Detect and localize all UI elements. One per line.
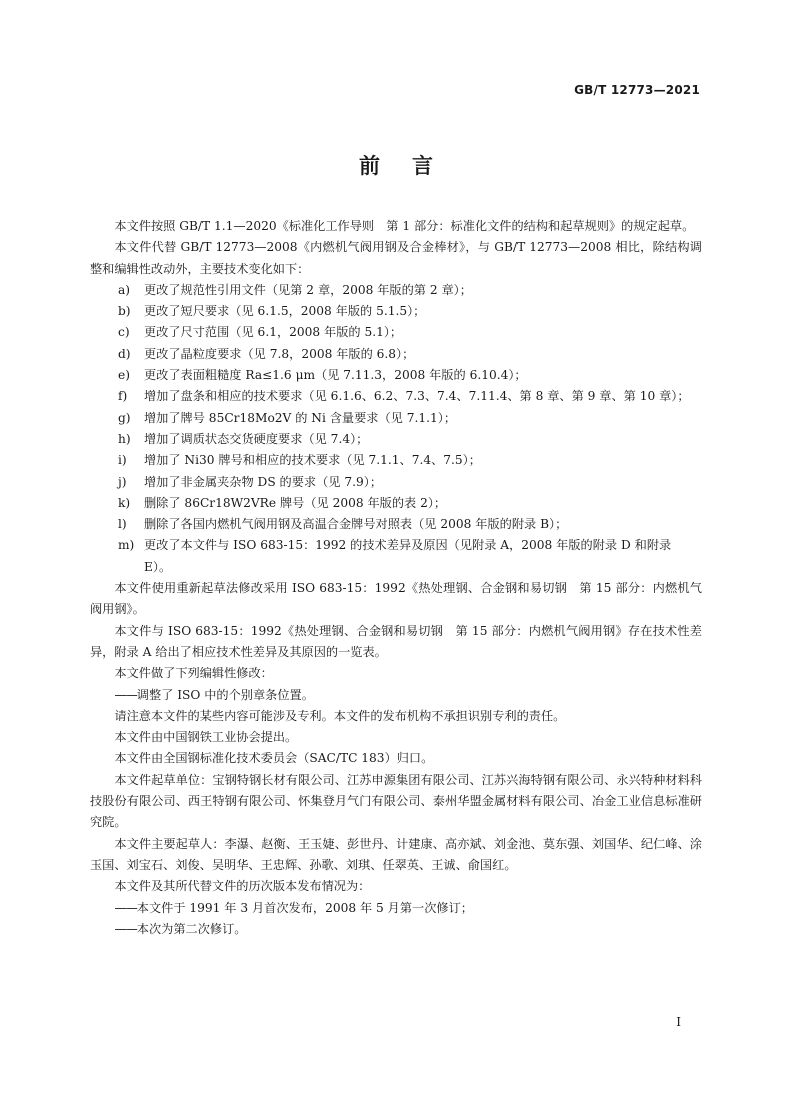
list-item-text: 更改了规范性引用文件（见第 2 章，2008 年版的第 2 章）； — [144, 282, 472, 297]
list-item — [90, 322, 702, 343]
list-marker: b) — [118, 304, 131, 319]
list-item-text: 更改了尺寸范围（见 6.1，2008 年版的 5.1）； — [144, 325, 403, 340]
list-item-text: 更改了晶粒度要求（见 7.8，2008 年版的 6.8）； — [144, 346, 415, 361]
list-item — [90, 301, 702, 322]
paragraph: 本文件按照 GB/T 1.1—2020《标准化工作导则 第 1 部分：标准化文件的结构和起草规则》的规定起草。 — [114, 219, 695, 233]
list-item — [90, 535, 702, 578]
list-item — [90, 386, 702, 407]
list-marker: e) — [118, 368, 130, 383]
list-item — [90, 514, 702, 535]
list-marker: i) — [118, 453, 127, 468]
list-item-text: 更改了表面粗糙度 Ra≤1.6 μm（见 7.11.3，2008 年版的 6.10.4）； — [144, 368, 527, 383]
list-marker: m) — [118, 538, 135, 553]
paragraph: 本文件与 ISO 683-15：1992《热处理钢、合金钢和易切钢 第 15 部分：内燃机气阀用钢》存在技术性差异，附录 A 给出了相应技术性差异及其原因的一览表。 — [90, 623, 702, 659]
paragraph: 本文件使用重新起草法修改采用 ISO 683-15：1992《热处理钢、合金钢和易切钢 第 15 部分：内燃机气阀用钢》。 — [90, 581, 702, 617]
standard-number: GB/T 12773—2021 — [574, 83, 700, 97]
dash-item-text: 本次为第二次修订。 — [136, 921, 247, 936]
list-item-text: 增加了牌号 85Cr18Mo2V 的 Ni 含量要求（见 7.1.1）； — [144, 410, 457, 425]
dash-item-text: 调整了 ISO 中的个别章条位置。 — [136, 687, 314, 702]
list-marker: l) — [118, 517, 127, 532]
list-item-text: 删除了 86Cr18W2VRe 牌号（见 2008 年版的表 2）； — [144, 495, 447, 510]
page-number: I — [676, 1015, 681, 1029]
list-item — [90, 280, 702, 301]
list-item-text: 更改了本文件与 ISO 683-15：1992 的技术差异及原因（见附录 A，2008 年版的附录 D 和附录 E）。 — [144, 538, 672, 574]
list-item-text: 增加了盘条和相应的技术要求（见 6.1.6、6.2、7.3、7.4、7.11.4、第 8 章、第 9 章、第 10 章）； — [144, 389, 690, 404]
list-marker: c) — [118, 325, 130, 340]
foreword-body — [90, 216, 702, 940]
technical-changes-list — [90, 280, 702, 578]
list-marker: h) — [118, 431, 131, 446]
list-item-text: 增加了非金属夹杂物 DS 的要求（见 7.9）； — [144, 474, 383, 489]
paragraph: 本文件由中国钢铁工业协会提出。 — [114, 730, 298, 745]
paragraph: 本文件做了下列编辑性修改： — [114, 666, 273, 681]
dash-marker: —— — [114, 921, 137, 936]
list-item-text: 增加了 Ni30 牌号和相应的技术要求（见 7.1.1、7.4、7.5）； — [144, 453, 481, 468]
list-marker: g) — [118, 410, 131, 425]
page-title: 前言 — [359, 154, 465, 178]
paragraph: 本文件代替 GB/T 12773—2008《内燃机气阀用钢及合金棒材》，与 GB/T 12773—2008 相比，除结构调整和编辑性改动外，主要技术变化如下： — [90, 240, 702, 276]
dash-item-text: 本文件于 1991 年 3 月首次发布，2008 年 5 月第一次修订； — [136, 900, 473, 915]
list-marker: f) — [118, 389, 128, 404]
dash-marker: —— — [114, 687, 137, 702]
list-marker: a) — [118, 282, 131, 297]
list-item-text: 增加了调质状态交货硬度要求（见 7.4）； — [144, 431, 369, 446]
dash-marker: —— — [114, 900, 137, 915]
dash-list-item — [90, 919, 702, 940]
paragraph: 请注意本文件的某些内容可能涉及专利。本文件的发布机构不承担识别专利的责任。 — [114, 708, 566, 723]
paragraph: 本文件主要起草人：李瀑、赵衡、王玉婕、彭世丹、计建康、高亦斌、刘金池、莫东强、刘国华、纪仁峰、涂玉国、刘宝石、刘俊、吴明华、王忠辉、孙歌、刘琪、任翠英、王诚、俞国红。 — [90, 836, 702, 872]
paragraph: 本文件起草单位：宝钢特钢长材有限公司、江苏申源集团有限公司、江苏兴海特钢有限公司、永兴特种材料科技股份有限公司、西王特钢有限公司、怀集登月气门有限公司、泰州华盟金属材料有限公司、冶金工业信息标准研究院。 — [90, 772, 702, 830]
list-item — [90, 408, 702, 429]
list-item — [90, 493, 702, 514]
list-item — [90, 450, 702, 471]
list-item-text: 更改了短尺要求（见 6.1.5，2008 年版的 5.1.5）； — [144, 304, 426, 319]
dash-list-item — [90, 898, 702, 919]
list-item-text: 删除了各国内燃机气阀用钢及高温合金牌号对照表（见 2008 年版的附录 B）； — [144, 517, 568, 532]
list-item — [90, 429, 702, 450]
list-marker: k) — [118, 495, 131, 510]
list-marker: j) — [118, 474, 127, 489]
paragraph: 本文件及其所代替文件的历次版本发布情况为： — [114, 879, 371, 894]
paragraph: 本文件由全国钢标准化技术委员会（SAC/TC 183）归口。 — [114, 751, 434, 766]
list-item — [90, 365, 702, 386]
dash-list-item — [90, 685, 702, 706]
list-item — [90, 472, 702, 493]
list-marker: d) — [118, 346, 131, 361]
list-item — [90, 344, 702, 365]
